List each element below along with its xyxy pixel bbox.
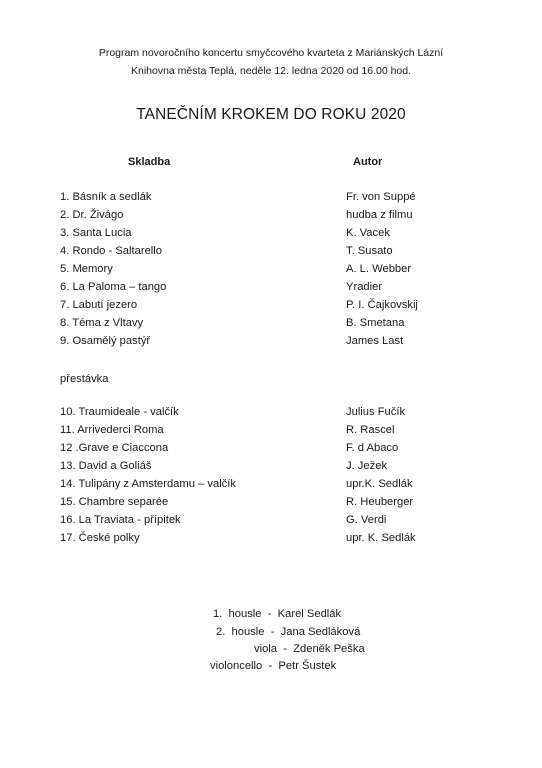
composer-name: G. Verdi [346,514,387,526]
piece-title: 9. Osamělý pastýř [60,335,151,347]
performer-line: 2. housle - Jana Sedláková [216,626,361,638]
composer-name: hudba z filmu [346,209,413,221]
composer-name: B. Smetana [346,317,405,329]
column-header-composer: Autor [353,156,383,168]
performer-line: violoncello - Petr Šustek [210,660,337,672]
intermission-label: přestávka [60,373,109,385]
piece-title: 8. Téma z Vltavy [60,317,144,329]
piece-title: 6. La Paloma – tango [60,281,167,293]
piece-title: 3. Santa Lucia [60,227,132,239]
composer-name: P. I. Čajkovskij [346,299,418,311]
piece-title: 15. Chambre separée [60,496,169,508]
piece-title: 13. David a Goliáš [60,460,152,472]
piece-title: 14. Tulipány z Amsterdamu – valčík [60,478,236,490]
composer-name: F. d Abaco [346,442,399,454]
piece-title: 10. Traumideale - valčík [60,406,179,418]
piece-title: 17. České polky [60,532,140,544]
composer-name: T. Susato [346,245,393,257]
composer-name: Fr. von Suppé [346,191,416,203]
piece-title: 5. Memory [60,263,113,275]
column-header-piece: Skladba [128,156,171,168]
piece-title: 7. Labutí jezero [60,299,138,311]
composer-name: upr.K. Sedlák [346,478,413,490]
composer-name: Yradier [346,281,383,293]
piece-title: 12 .Grave e Ciaccona [60,442,169,454]
piece-title: 4. Rondo - Saltarello [60,245,162,257]
composer-name: upr. K. Sedlák [346,532,416,544]
piece-title: 1. Básník a sedlák [60,191,152,203]
composer-name: James Last [346,335,404,347]
composer-name: Julius Fučík [346,406,406,418]
program-title: TANEČNÍM KROKEM DO ROKU 2020 [136,106,406,123]
piece-title: 16. La Traviata - přípitek [60,514,181,526]
composer-name: K. Vacek [346,227,390,239]
header-line-1: Program novoročního koncertu smyčcového kvarteta z Mariánských Lázní [98,47,444,59]
header-line-2: Knihovna města Teplá, neděle 12. ledna 2020 od 16.00 hod. [130,65,412,77]
performer-line: 1. housle - Karel Sedlák [213,608,342,620]
composer-name: A. L. Webber [346,263,412,275]
composer-name: R. Rascel [346,424,395,436]
composer-name: J. Ježek [346,460,388,472]
piece-title: 11. Arrivederci Roma [60,424,164,436]
piece-title: 2. Dr. Živágo [60,209,124,221]
composer-name: R. Heuberger [346,496,414,508]
performer-line: viola - Zdeněk Peška [254,643,365,655]
